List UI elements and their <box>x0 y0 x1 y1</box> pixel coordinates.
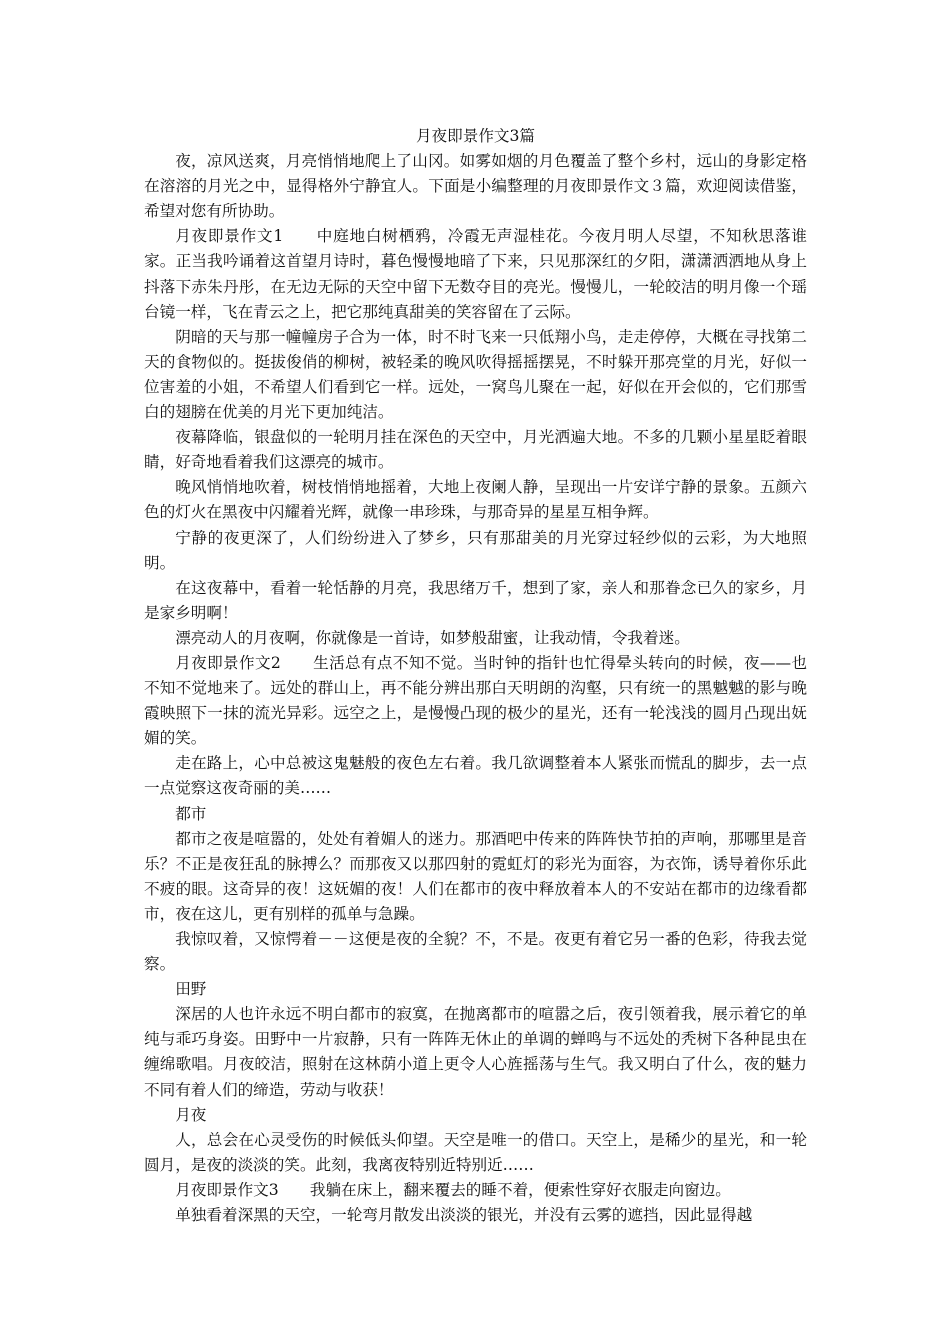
essay-1-opening-paragraph: 月夜即景作文1 中庭地白树栖鸦，冷霞无声湿桂花。今夜月明人尽望，不知秋思落谁家。正当我吟诵着这首望月诗时，暮色慢慢地暗了下来，只见那深红的夕阳，潇潇洒洒地从身上抖落下赤朱丹彤，在无边无际的天空中留下无数夺目的亮光。慢慢儿，一轮皎洁的明月像一个瑶台镜一样，飞在青云之上，把它那纯真甜美的笑容留在了云际。 <box>144 227 807 321</box>
essay-1-paragraph: 宁静的夜更深了，人们纷纷进入了梦乡，只有那甜美的月光穿过轻纱似的云彩，为大地照明。 <box>144 528 807 572</box>
essay-1-paragraph: 晚风悄悄地吹着，树枝悄悄地摇着，大地上夜阑人静，呈现出一片安详宁静的景象。五颜六色的灯火在黑夜中闪耀着光辉，就像一串珍珠，与那奇异的星星互相争辉。 <box>144 478 807 522</box>
document-title: 月夜即景作文3篇 <box>415 127 536 145</box>
essay-2-paragraph: 我惊叹着，又惊愕着－－这便是夜的全貌？不，不是。夜更有着它另一番的色彩，待我去觉察。 <box>144 930 807 974</box>
essay-3-paragraph: 单独看着深黑的天空，一轮弯月散发出淡淡的银光，并没有云雾的遮挡，因此显得越 <box>175 1206 753 1225</box>
section-heading-city: 都市 <box>175 804 207 823</box>
section-heading-field: 田野 <box>175 980 207 999</box>
essay-3-opening-paragraph: 月夜即景作文3 我躺在床上，翻来覆去的睡不着，便索性穿好衣服走向窗边。 <box>175 1180 731 1199</box>
essay-1-paragraph: 阴暗的天与那一幢幢房子合为一体，时不时飞来一只低翔小鸟，走走停停，大概在寻找第二天的食物似的。挺拔俊俏的柳树，被轻柔的晚风吹得摇摇摆晃，不时躲开那亮堂的月光，好似一位害羞的小姐，不希望人们看到它一样。远处，一窝鸟儿聚在一起，好似在开会似的，它们那雪白的翅膀在优美的月光下更加纯洁。 <box>144 327 807 422</box>
essay-1-paragraph: 夜幕降临，银盘似的一轮明月挂在深色的天空中，月光洒遍大地。不多的几颗小星星眨着眼睛，好奇地看着我们这漂亮的城市。 <box>144 428 807 472</box>
essay-2-opening-paragraph: 月夜即景作文2 生活总有点不知不觉。当时钟的指针也忙得晕头转向的时候，夜——也不知不觉地来了。远处的群山上，再不能分辨出那白天明朗的沟壑，只有统一的黑魆魆的影与晚霞映照下一抹的流光异彩。远空之上，是慢慢凸现的极少的星光，还有一轮浅浅的圆月凸现出妩媚的笑。 <box>144 653 807 748</box>
essay-2-paragraph: 走在路上，心中总被这鬼魅般的夜色左右着。我几欲调整着本人紧张而慌乱的脚步，去一点一点觉察这夜奇丽的美…… <box>144 754 807 798</box>
section-heading-moon-night: 月夜 <box>175 1105 207 1124</box>
essay-1-closing-paragraph: 漂亮动人的月夜啊，你就像是一首诗，如梦般甜蜜，让我动情，令我着迷。 <box>175 628 690 647</box>
essay-2-paragraph: 深居的人也许永远不明白都市的寂寞，在抛离都市的喧嚣之后，夜引领着我，展示着它的单纯与乖巧身姿。田野中一片寂静，只有一阵阵无休止的单调的蝉鸣与不远处的秃树下各种昆虫在缠绵歌唱。月夜皎洁，照射在这林荫小道上更令人心旌摇荡与生气。我又明白了什么，夜的魅力不同有着人们的缔造，劳动与收获！ <box>144 1005 807 1099</box>
document-body <box>144 124 807 1228</box>
intro-paragraph: 夜，凉风送爽，月亮悄悄地爬上了山冈。如雾如烟的月色覆盖了整个乡村，远山的身影定格在溶溶的月光之中，显得格外宁静宜人。下面是小编整理的月夜即景作文３篇，欢迎阅读借鉴，希望对您有所协助。 <box>144 152 807 221</box>
essay-2-paragraph: 人，总会在心灵受伤的时候低头仰望。天空是唯一的借口。天空上，是稀少的星光，和一轮圆月，是夜的淡淡的笑。此刻，我离夜特别近特别近…… <box>144 1130 807 1174</box>
essay-1-paragraph: 在这夜幕中，看着一轮恬静的月亮，我思绪万千，想到了家，亲人和那眷念已久的家乡，月是家乡明啊！ <box>144 578 807 622</box>
essay-2-paragraph: 都市之夜是喧嚣的，处处有着媚人的迷力。那酒吧中传来的阵阵快节拍的声响，那哪里是音乐？不正是夜狂乱的脉搏么？而那夜又以那四射的霓虹灯的彩光为面容，为衣饰，诱导着你乐此不疲的眼。这奇异的夜！这妩媚的夜！人们在都市的夜中释放着本人的不安站在都市的边缘看都市，夜在这儿，更有别样的孤单与急躁。 <box>144 829 807 923</box>
